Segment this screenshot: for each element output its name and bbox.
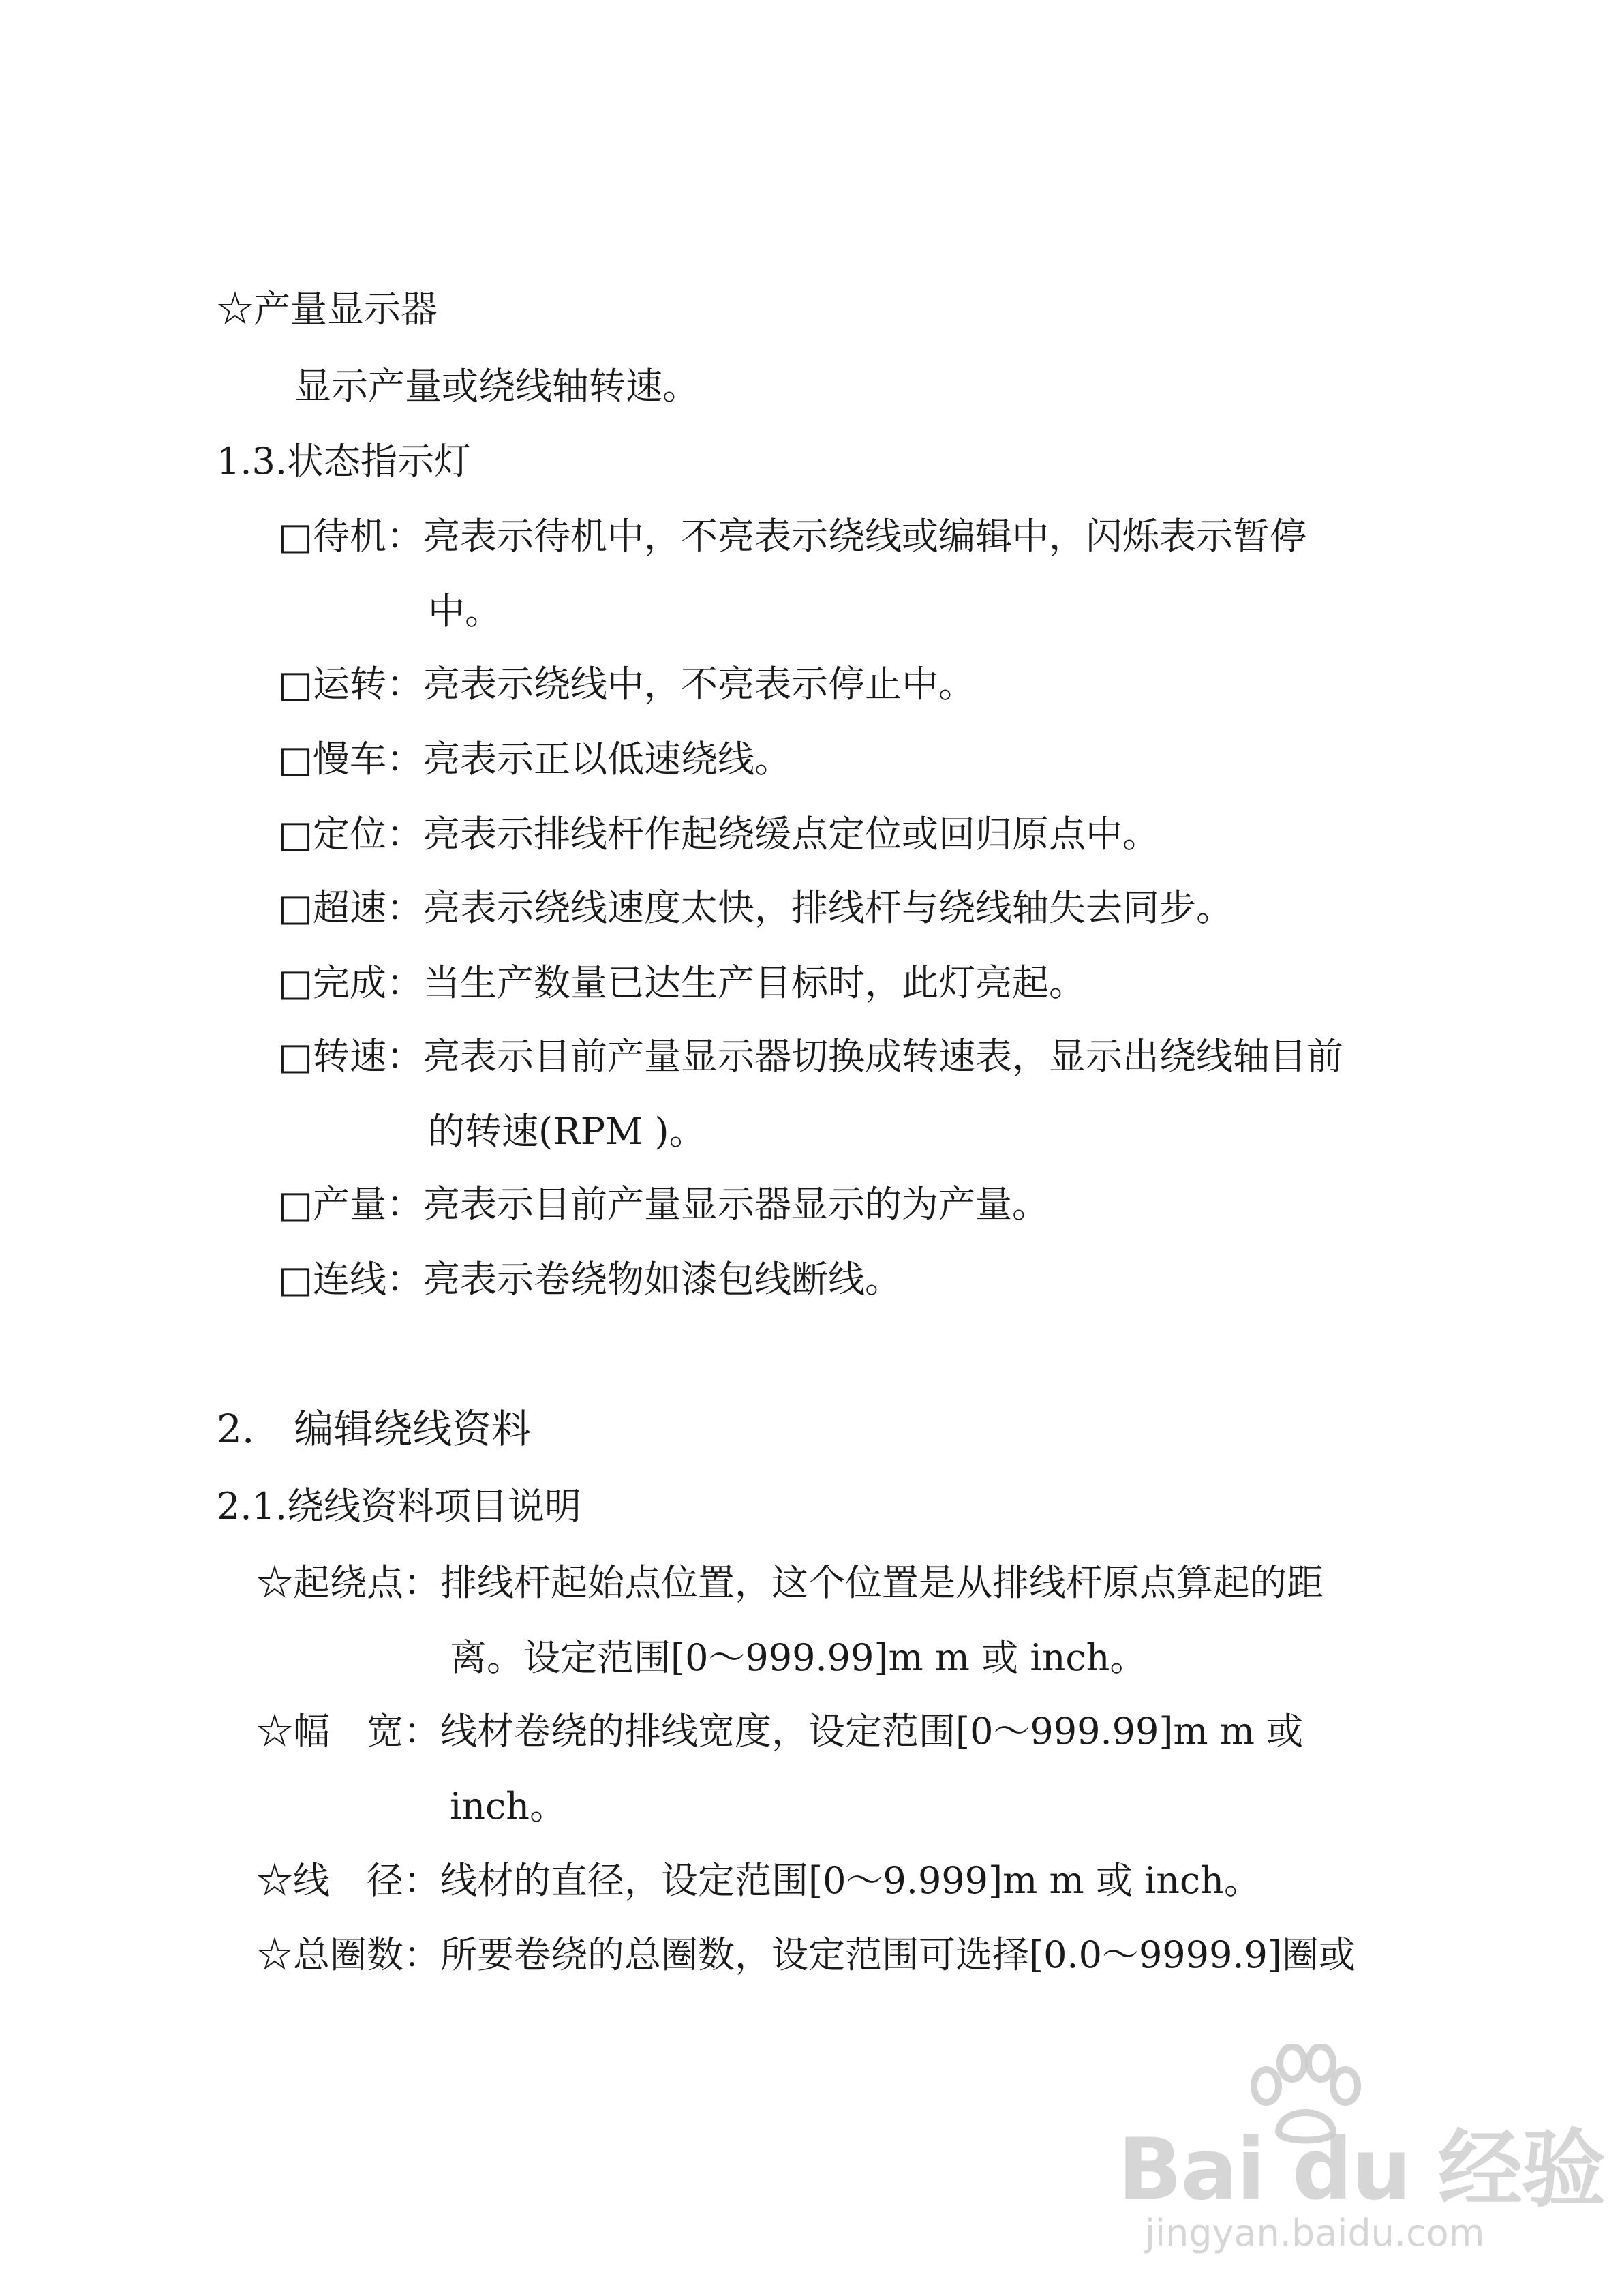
output-display-description: 显示产量或绕线轴转速。 bbox=[294, 365, 699, 408]
indicator-standby-continued: 中。 bbox=[428, 590, 502, 633]
indicator-speed-continued: 的转速(RPM )。 bbox=[428, 1110, 706, 1153]
indicator-wire-break: □连线：亮表示卷绕物如漆包线断线。 bbox=[278, 1258, 902, 1301]
item-start-point: ☆起绕点：排线杆起始点位置，这个位置是从排线杆原点算起的距 bbox=[256, 1561, 1323, 1604]
indicator-running: □运转：亮表示绕线中，不亮表示停止中。 bbox=[278, 663, 976, 706]
watermark-url: jingyan.baidu.com bbox=[1145, 2211, 1485, 2254]
indicator-position: □定位：亮表示排线杆作起绕缓点定位或回归原点中。 bbox=[278, 813, 1160, 856]
section-heading-2-1: 2.1.绕线资料项目说明 bbox=[217, 1485, 582, 1528]
item-total-turns: ☆总圈数：所要卷绕的总圈数，设定范围可选择[0.0～9999.9]圈或 bbox=[256, 1933, 1356, 1976]
section-heading-1-3: 1.3.状态指示灯 bbox=[217, 440, 472, 483]
indicator-complete: □完成：当生产数量已达生产目标时，此灯亮起。 bbox=[278, 961, 1086, 1004]
section-heading-2: 2. 编辑绕线资料 bbox=[217, 1406, 532, 1452]
section-title-output-display: ☆产量显示器 bbox=[217, 288, 438, 331]
item-width-continued: inch。 bbox=[450, 1785, 567, 1828]
watermark-brand: Bai du 经验 bbox=[1118, 2121, 1605, 2219]
indicator-standby: □待机：亮表示待机中，不亮表示绕线或编辑中，闪烁表示暂停 bbox=[278, 515, 1307, 558]
indicator-output: □产量：亮表示目前产量显示器显示的为产量。 bbox=[278, 1183, 1050, 1226]
item-width: ☆幅 宽：线材卷绕的排线宽度，设定范围[0～999.99]m m 或 bbox=[256, 1710, 1304, 1753]
item-start-point-continued: 离。设定范围[0～999.99]m m 或 inch。 bbox=[450, 1636, 1147, 1679]
baidu-jingyan-watermark bbox=[1118, 2044, 1605, 2254]
item-wire-diameter: ☆线 径：线材的直径，设定范围[0～9.999]m m 或 inch。 bbox=[256, 1859, 1261, 1902]
indicator-slow: □慢车：亮表示正以低速绕线。 bbox=[278, 738, 792, 781]
indicator-overspeed: □超速：亮表示绕线速度太快，排线杆与绕线轴失去同步。 bbox=[278, 886, 1234, 929]
indicator-speed: □转速：亮表示目前产量显示器切换成转速表，显示出绕线轴目前 bbox=[278, 1035, 1344, 1078]
